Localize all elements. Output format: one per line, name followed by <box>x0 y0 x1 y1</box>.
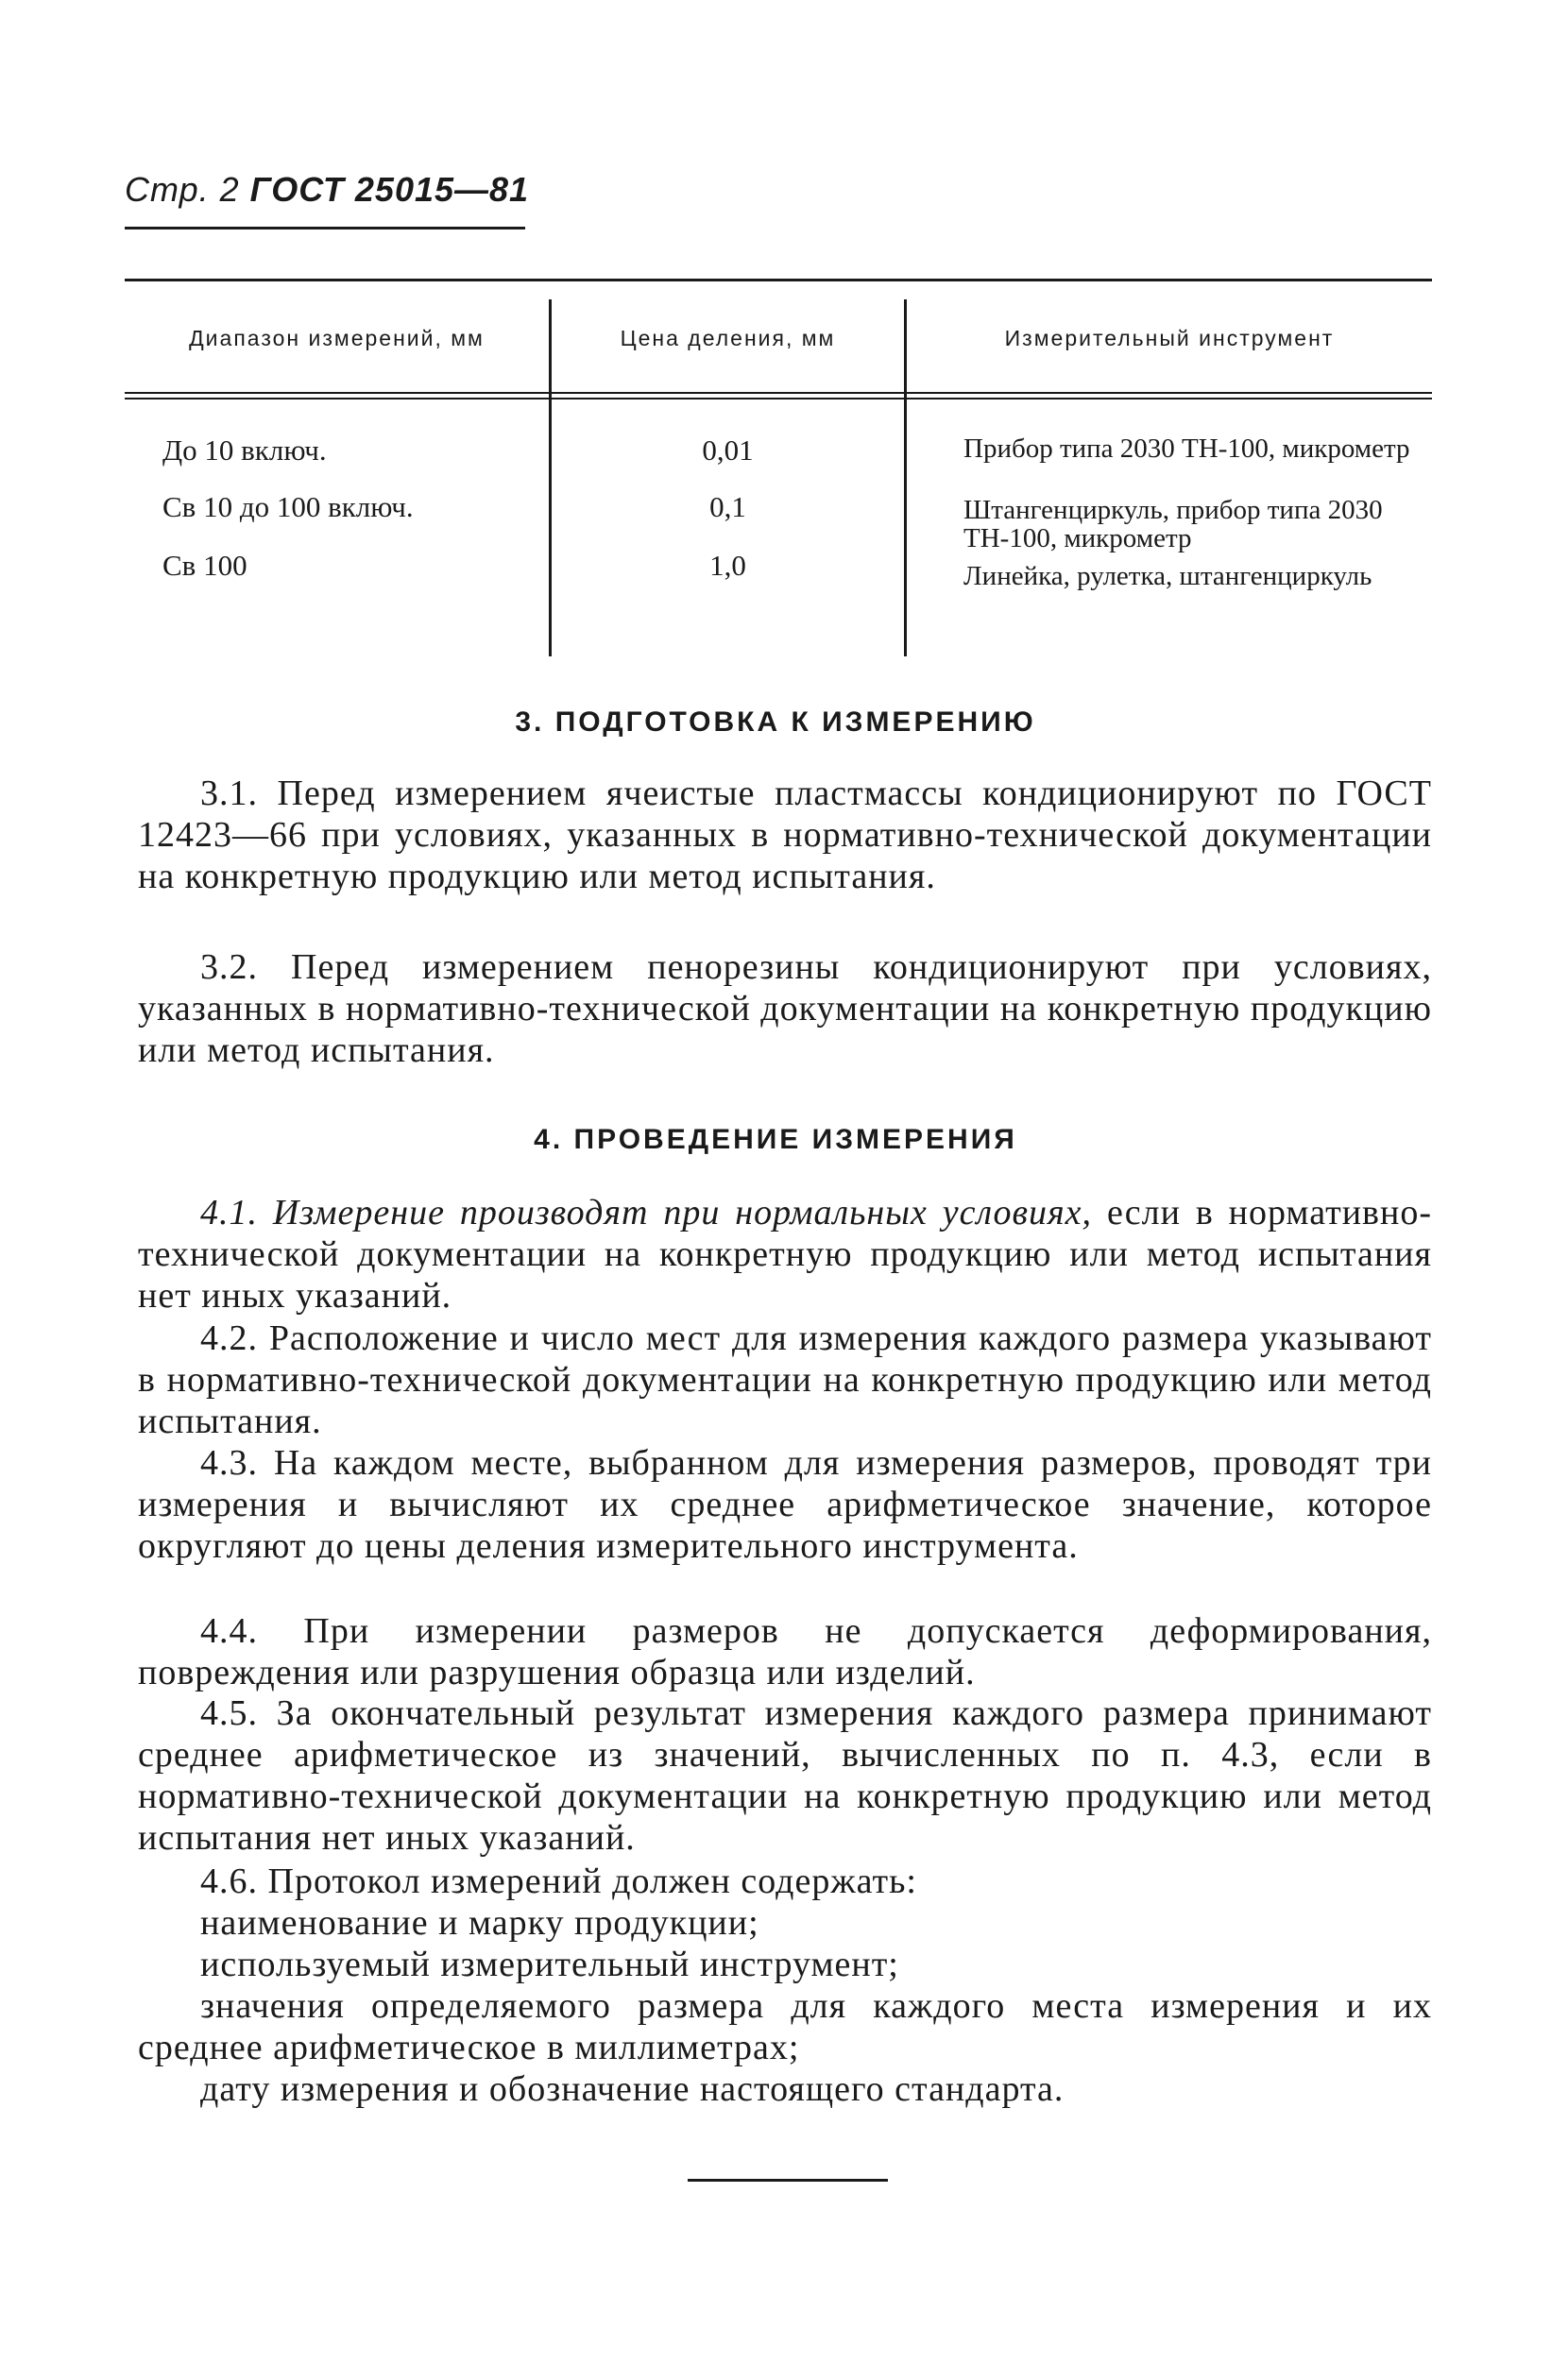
list-item: дату измерения и обозначение настоящего стандарта. <box>200 2069 1065 2109</box>
cell-range: До 10 включ. <box>162 434 327 467</box>
paragraph-4-1-lead: 4.1. Измерение производят при нормальных условиях, <box>200 1193 1093 1232</box>
paragraph-4-3: 4.3. На каждом месте, выбранном для измерения размеров, проводят три измерения и вычисляют их среднее арифметическое значение, которое округляют до цены деления измерительного инструмента. <box>138 1443 1432 1566</box>
paragraph-4-1 <box>138 1192 1432 1317</box>
table-header-rule-2 <box>125 398 1432 400</box>
paragraph-4-1-rest: если в нормативно-технической документации на конкретную продукцию или метод испытания нет иных указаний. <box>138 1193 1432 1316</box>
cell-division: 1,0 <box>709 549 746 582</box>
table-col-divider-2 <box>904 299 907 656</box>
cell-division: 0,01 <box>702 434 754 467</box>
paragraph-4-4: 4.4. При измерении размеров не допускается деформирования, повреждения или разрушения образца или изделий. <box>138 1611 1432 1692</box>
cell-range: Св 10 до 100 включ. <box>162 490 414 523</box>
section-3-title: 3. ПОДГОТОВКА К ИЗМЕРЕНИЮ <box>515 706 1036 738</box>
page-number: Стр. 2 <box>125 170 240 209</box>
paragraph-3-1: 3.1. Перед измерением ячеистые пластмассы кондиционируют по ГОСТ 12423—66 при условиях, указанных в нормативно-технической документации на конкретную продукцию или метод испытания. <box>138 774 1432 896</box>
page-header <box>125 170 529 210</box>
col-header-division: Цена деления, мм <box>620 326 836 350</box>
cell-tool: Линейка, рулетка, штангенциркуль <box>963 561 1372 591</box>
standard-number: ГОСТ 25015—81 <box>249 170 530 209</box>
paragraph-3-2: 3.2. Перед измерением пенорезины кондиционируют при условиях, указанных в нормативно-технической документации на конкретную продукцию или метод испытания. <box>138 947 1432 1070</box>
cell-range: Св 100 <box>162 549 247 582</box>
cell-tool: Штангенциркуль, прибор типа 2030 ТН-100, микрометр <box>963 495 1383 553</box>
cell-tool: Прибор типа 2030 ТН-100, микрометр <box>963 434 1410 464</box>
col-header-tool: Измерительный инструмент <box>1004 326 1335 350</box>
measurement-table <box>125 279 1432 656</box>
col-header-range: Диапазон измерений, мм <box>189 326 485 350</box>
table-top-rule <box>125 279 1432 281</box>
paragraph-4-2: 4.2. Расположение и число мест для измерения каждого размера указывают в нормативно-технической документации на конкретную продукцию или метод испытания. <box>138 1318 1432 1441</box>
section-4-title: 4. ПРОВЕДЕНИЕ ИЗМЕРЕНИЯ <box>534 1124 1017 1155</box>
list-item: значения определяемого размера для каждого места измерения и их среднее арифметическое в миллиметрах; <box>138 1986 1432 2067</box>
list-item: наименование и марку продукции; <box>200 1903 759 1943</box>
list-item: используемый измерительный инструмент; <box>200 1945 899 1984</box>
cell-division: 0,1 <box>709 490 746 523</box>
header-rule <box>125 227 525 230</box>
footer-rule <box>688 2179 888 2182</box>
table-col-divider-1 <box>549 299 552 656</box>
table-header-rule <box>125 392 1432 394</box>
paragraph-4-5: 4.5. За окончательный результат измерения каждого размера принимают среднее арифметическое из значений, вычисленных по п. 4.3, если в нормативно-технической документации на конкретную продукцию или метод испытания нет иных указаний. <box>138 1693 1432 1858</box>
paragraph-4-6: 4.6. Протокол измерений должен содержать: <box>200 1862 917 1901</box>
